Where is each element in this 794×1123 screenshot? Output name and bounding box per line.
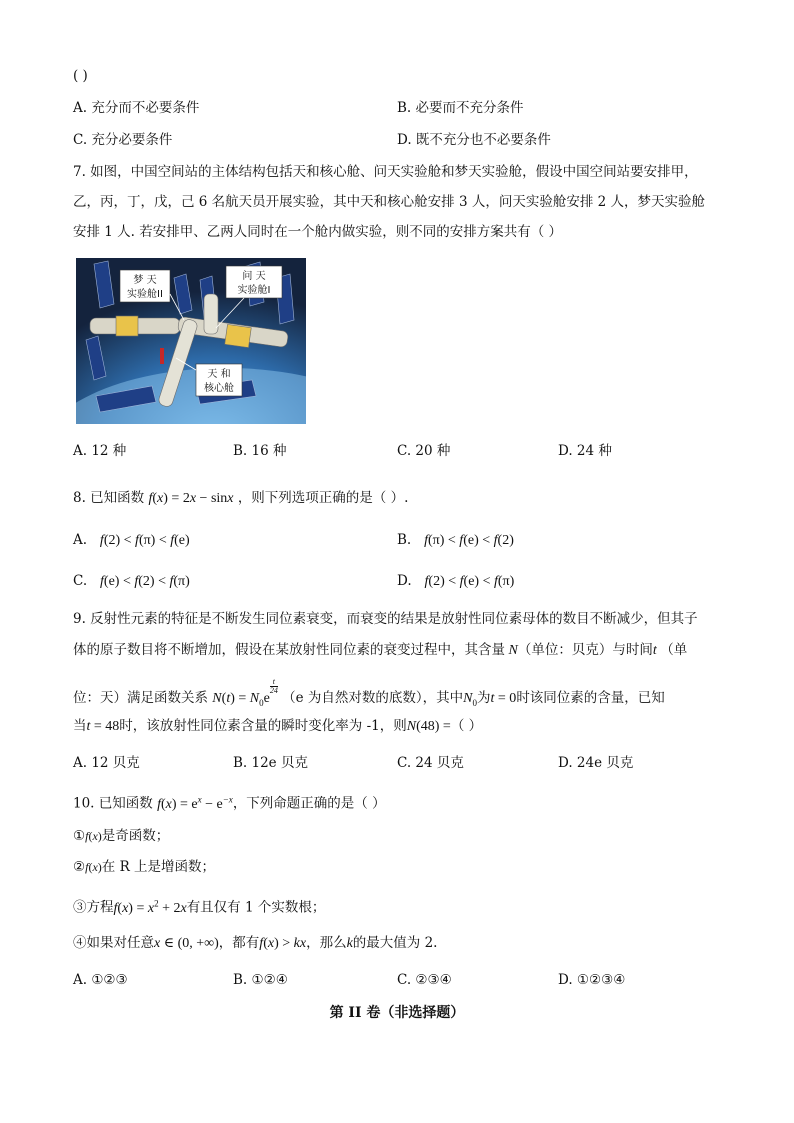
q6-option-a: A. 充分而不必要条件 bbox=[73, 100, 200, 116]
q9-line-4: 当t = 48时，该放射性同位素含量的瞬时变化率为 -1，则N(48) =（ ） bbox=[73, 718, 483, 734]
q10-statement-3: ③方程$f(x) = x^2 + 2x$有且仅有 1 个实数根； bbox=[73, 898, 326, 916]
q8-option-a: A. f(2) < f(π) < f(e) bbox=[73, 532, 190, 548]
q9-formula: $N(t) = N_0e$ $\frac{t}{24}$ bbox=[212, 677, 278, 708]
tianhe-label-2: 核心舱 bbox=[204, 383, 234, 394]
space-station-image bbox=[76, 258, 306, 424]
q10-stem: 10. 已知函数 $f(x) = e^x - e^{-x}$，下列命题正确的是（ ） bbox=[73, 794, 386, 812]
q6-paren: ( ) bbox=[73, 68, 88, 84]
q10-function: $f(x) = e^x - e^{-x}$ bbox=[157, 794, 233, 812]
q10-statement-1: ①f(x)是奇函数； bbox=[73, 828, 170, 844]
q8-stem bbox=[73, 488, 408, 509]
q10-option-a: A. ①②③ bbox=[73, 972, 128, 988]
q7-option-a: A. 12 种 bbox=[73, 443, 127, 459]
q10-option-d: D. ①②③④ bbox=[558, 972, 626, 988]
q10-statement-2: ②f(x)在 R 上是增函数； bbox=[73, 859, 216, 875]
q7-option-c: C. 20 种 bbox=[397, 443, 451, 459]
q6-option-c: C. 充分必要条件 bbox=[73, 132, 173, 148]
q9-option-a: A. 12 贝克 bbox=[73, 755, 140, 771]
section-title: 第 II 卷（非选择题） bbox=[329, 1005, 465, 1021]
q8-option-b: B. f(π) < f(e) < f(2) bbox=[397, 532, 514, 548]
q6-option-b: B. 必要而不充分条件 bbox=[397, 100, 524, 116]
q7-line-2: 乙，丙，丁，戊，己 6 名航天员开展实验，其中天和核心舱安排 3 人，问天实验舱安排 2 人，梦天实验舱 bbox=[73, 194, 706, 210]
q8-option-c: C. f(e) < f(2) < f(π) bbox=[73, 573, 190, 589]
q9-option-b: B. 12e 贝克 bbox=[233, 755, 308, 771]
q6-option-d: D. 既不充分也不必要条件 bbox=[397, 132, 551, 148]
q9-option-c: C. 24 贝克 bbox=[397, 755, 464, 771]
q7-line-3: 安排 1 人. 若安排甲、乙两人同时在一个舱内做实验，则不同的安排方案共有（ ） bbox=[73, 224, 563, 240]
q8-prefix: 8. 已知函数 bbox=[73, 490, 145, 506]
wentian-label-1: 问 天 bbox=[242, 271, 266, 282]
q10-statement-4: ④如果对任意x ∈ (0, +∞)，都有f(x) > kx，那么k的最大值为 2. bbox=[73, 935, 438, 951]
q8-function: f(x) = 2x − sinx bbox=[148, 491, 234, 506]
q9-line-2: 体的原子数目将不断增加，假设在某放射性同位素的衰变过程中，其含量 N（单位：贝克）与时间t （单 bbox=[73, 642, 688, 658]
space-station-illustration bbox=[76, 258, 306, 424]
q10-option-c: C. ②③④ bbox=[397, 972, 452, 988]
tianhe-label-1: 天 和 bbox=[207, 369, 231, 380]
mengtian-label-1: 梦 天 bbox=[133, 275, 157, 286]
q7-option-b: B. 16 种 bbox=[233, 443, 287, 459]
wentian-label-2: 实验舱I bbox=[237, 285, 271, 296]
q7-option-d: D. 24 种 bbox=[558, 443, 612, 459]
q8-option-d: D. f(2) < f(e) < f(π) bbox=[397, 573, 515, 589]
q7-line-1: 7. 如图，中国空间站的主体结构包括天和核心舱、问天实验舱和梦天实验舱，假设中国空间站要安排甲， bbox=[73, 164, 698, 180]
q9-option-d: D. 24e 贝克 bbox=[558, 755, 634, 771]
q10-option-b: B. ①②④ bbox=[233, 972, 288, 988]
q8-suffix: ，则下列选项正确的是（ ）. bbox=[237, 490, 409, 506]
q9-line-3: 位：天）满足函数关系 $N(t) = N_0e$ $\frac{t}{24} (e$ 为自然对数的底数），其中$N_0$为t = 0时该同位素的含量，已知 bbox=[73, 677, 665, 708]
q9-line-1: 9. 反射性元素的特征是不断发生同位素衰变，而衰变的结果是放射性同位素母体的数目不断减少，但其子 bbox=[73, 611, 698, 627]
mengtian-label-2: 实验舱II bbox=[127, 289, 163, 300]
